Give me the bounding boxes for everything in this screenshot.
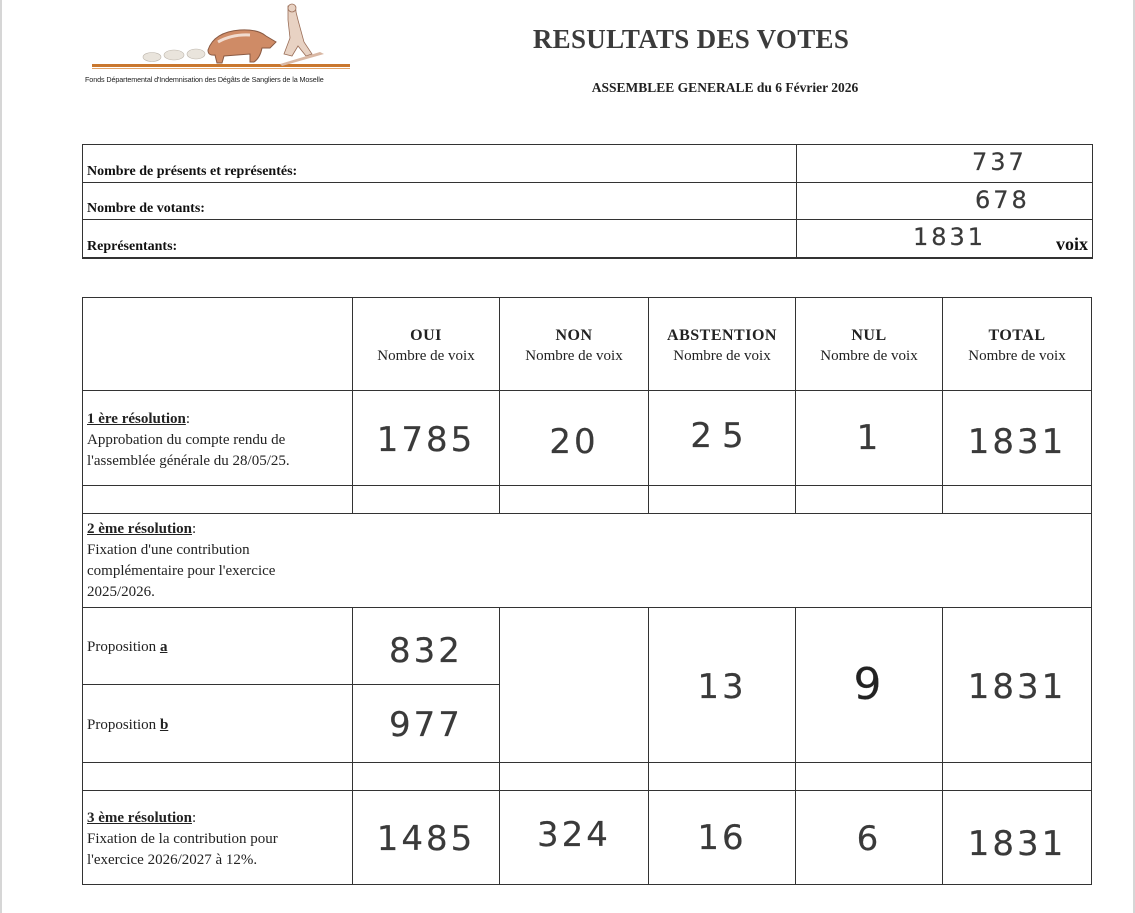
res2-oui-a-value: 832 (389, 631, 463, 671)
page-title: RESULTATS DES VOTES (532, 24, 850, 54)
res1-abstention-value: 25 (690, 416, 754, 456)
summary-unit: voix (1055, 234, 1088, 254)
resolution-text: Approbation du compte rendu de (87, 432, 286, 448)
res3-oui-value: 1485 (376, 819, 476, 859)
resolution-heading: 1 ère résolution (87, 411, 186, 427)
res1-nul-value: 1 (856, 418, 882, 458)
column-header-non (500, 325, 648, 367)
summary-label: Nombre de votants: (87, 201, 205, 216)
resolution-text: Fixation d'une contribution (87, 542, 250, 558)
row-divider (82, 485, 1092, 486)
summary-value: 1831 (913, 223, 987, 251)
row-divider (82, 513, 1092, 514)
column-header-abstention (649, 325, 795, 367)
resolution-text: l'exercice 2026/2027 à 12%. (87, 852, 258, 868)
table-border-left (82, 297, 83, 885)
res3-non-value: 324 (537, 815, 611, 855)
column-title: ABSTENTION (667, 327, 777, 344)
boar-hunter-illustration (92, 2, 367, 74)
column-header-nul (796, 325, 942, 367)
summary-row-representants (83, 219, 1092, 258)
summary-value: 737 (972, 148, 1027, 176)
column-subtitle: Nombre de voix (673, 348, 771, 364)
votes-table (82, 297, 1092, 885)
resolution-1-description: 1 ère résolution: Approbation du compte rendu de l'assemblée générale du 28/05/25. (87, 411, 290, 469)
resolution-2-description: 2 ème résolution: Fixation d'une contribution complémentaire pour l'exercice 2025/2026. (87, 521, 276, 600)
page-subtitle: ASSEMBLEE GENERALE du 6 Février 2026 (591, 80, 859, 95)
res2-nul-value: 9 (853, 659, 885, 710)
res1-non-value: 20 (549, 422, 599, 462)
resolution-text: 2025/2026. (87, 584, 155, 600)
summary-column-divider (796, 145, 797, 258)
column-subtitle: Nombre de voix (377, 348, 475, 364)
resolution-heading: 3 ème résolution (87, 810, 192, 826)
proposition-a-label: Proposition a (87, 639, 168, 655)
column-header-oui (353, 325, 499, 367)
res1-total-value: 1831 (967, 422, 1067, 462)
resolution-3-description: 3 ème résolution: Fixation de la contribution pour l'exercice 2026/2027 à 12%. (87, 810, 278, 868)
column-title: OUI (410, 327, 442, 344)
summary-label: Nombre de présents et représentés: (87, 164, 298, 179)
column-header-total (943, 325, 1091, 367)
column-title: NON (555, 327, 593, 344)
association-logo (85, 2, 367, 88)
table-border-top (82, 297, 1092, 298)
proposition-b-label: Proposition b (87, 717, 169, 733)
table-border-right (1091, 297, 1092, 885)
res1-oui-value: 1785 (376, 420, 476, 460)
res2-total-value: 1831 (967, 667, 1067, 707)
row-divider (82, 390, 1092, 391)
column-subtitle: Nombre de voix (968, 348, 1066, 364)
row-divider (82, 607, 1092, 608)
res2-abstention-value: 13 (697, 667, 747, 707)
logo-caption: Fonds Départemental d'Indemnisation des Dégâts de Sangliers de la Moselle (85, 75, 324, 84)
column-subtitle: Nombre de voix (820, 348, 918, 364)
res2-oui-b-value: 977 (389, 705, 463, 745)
row-divider (82, 790, 1092, 791)
attendance-summary-table (82, 144, 1093, 259)
resolution-text: l'assemblée générale du 28/05/25. (87, 453, 290, 469)
row-divider (82, 762, 1092, 763)
proposition-divider (82, 684, 499, 685)
page-edge-left (0, 0, 2, 913)
summary-value: 678 (975, 186, 1030, 214)
res3-nul-value: 6 (856, 819, 882, 859)
column-title: NUL (851, 327, 887, 344)
column-title: TOTAL (988, 327, 1046, 344)
resolution-text: complémentaire pour l'exercice (87, 563, 276, 579)
summary-row-votants (83, 182, 1092, 220)
table-border-bottom (82, 884, 1092, 885)
resolution-heading: 2 ème résolution (87, 521, 192, 537)
summary-label: Représentants: (87, 239, 178, 254)
res3-abstention-value: 16 (697, 818, 747, 858)
res3-total-value: 1831 (967, 824, 1067, 864)
column-subtitle: Nombre de voix (525, 348, 623, 364)
summary-row-presents (83, 145, 1092, 183)
resolution-text: Fixation de la contribution pour (87, 831, 278, 847)
